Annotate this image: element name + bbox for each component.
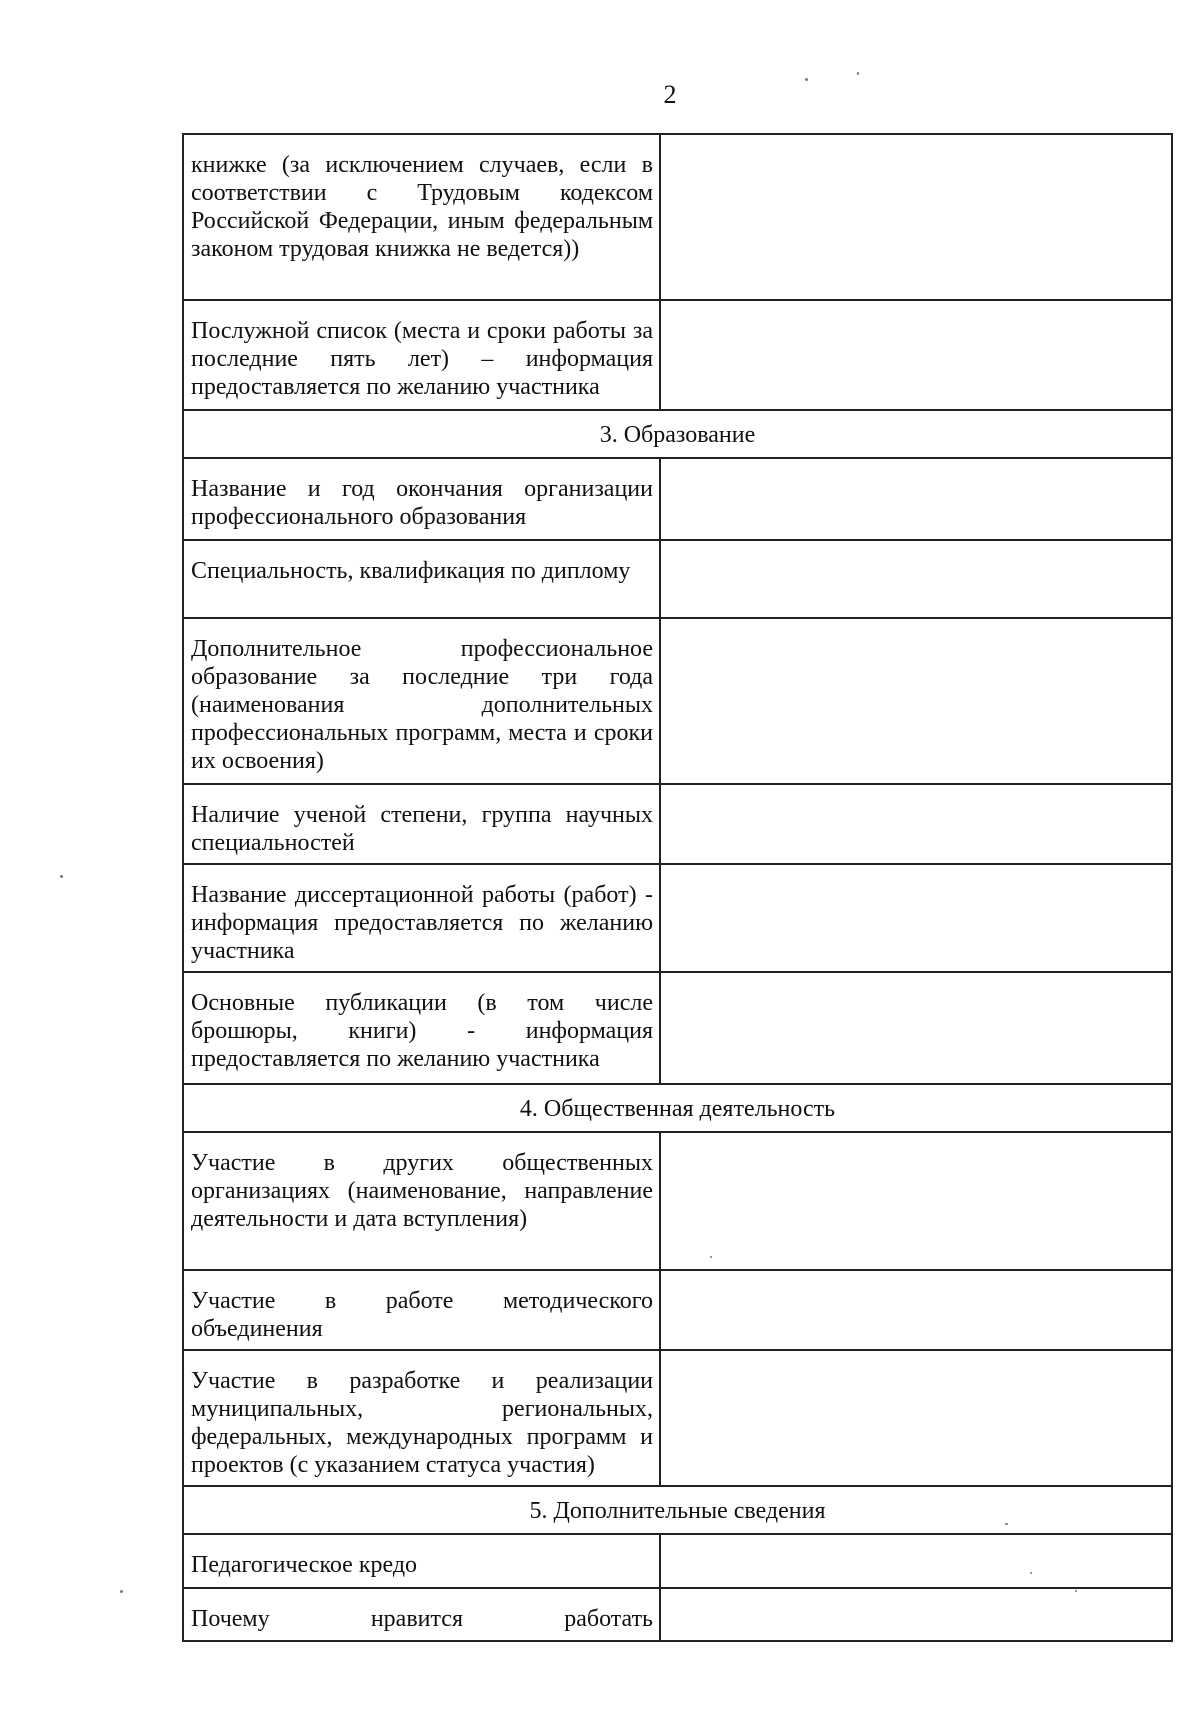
field-label-public-organizations: Участие в других общественных организациях (наименование, направление деятельности и дата вступления) [183, 1132, 660, 1270]
field-value-academic-degree[interactable] [660, 784, 1172, 864]
scan-speck [857, 72, 859, 75]
scan-speck [1075, 1590, 1077, 1592]
table-row [183, 1270, 1172, 1350]
field-label-service-record: Послужной список (места и сроки работы за последние пять лет) – информация предоставляется по желанию участника [183, 300, 660, 410]
scan-speck [1005, 1523, 1008, 1525]
field-value-pedagogical-credo[interactable] [660, 1534, 1172, 1588]
field-value-specialty[interactable] [660, 540, 1172, 618]
field-label-programs-participation: Участие в разработке и реализации муниципальных, региональных, федеральных, международных программ и проектов (с указанием статуса участия) [183, 1350, 660, 1486]
scan-speck [120, 1590, 123, 1593]
table-row [183, 1534, 1172, 1588]
table-row [183, 1132, 1172, 1270]
table-row [183, 864, 1172, 972]
scan-speck [805, 78, 808, 81]
table-row [183, 458, 1172, 540]
field-label-work-record-book: книжке (за исключением случаев, если в соответствии с Трудовым кодексом Российской Федерации, иным федеральным законом трудовая книжка не ведется)) [183, 134, 660, 300]
scan-speck [710, 1256, 712, 1258]
scan-speck [60, 875, 63, 878]
table-row [183, 134, 1172, 300]
field-value-methodical-association[interactable] [660, 1270, 1172, 1350]
table-row [183, 784, 1172, 864]
field-value-work-record-book[interactable] [660, 134, 1172, 300]
field-value-dissertation[interactable] [660, 864, 1172, 972]
section-header-row [183, 1084, 1172, 1132]
section-header-row [183, 1486, 1172, 1534]
section-title-education: 3. Образование [183, 410, 1172, 458]
field-label-why-like-work: Почему нравится работать [183, 1588, 660, 1641]
table-row [183, 1588, 1172, 1641]
table-row [183, 300, 1172, 410]
page-number: 2 [663, 80, 677, 109]
table-row [183, 618, 1172, 784]
field-value-publications[interactable] [660, 972, 1172, 1084]
section-title-additional-info: 5. Дополнительные сведения [183, 1486, 1172, 1534]
field-value-institution[interactable] [660, 458, 1172, 540]
field-label-publications: Основные публикации (в том числе брошюры, книги) - информация предоставляется по желанию участника [183, 972, 660, 1084]
questionnaire-table [182, 133, 1173, 1642]
section-header-row [183, 410, 1172, 458]
field-label-dissertation: Название диссертационной работы (работ) - информация предоставляется по желанию участника [183, 864, 660, 972]
table-row [183, 1350, 1172, 1486]
field-label-methodical-association: Участие в работе методического объединения [183, 1270, 660, 1350]
field-value-programs-participation[interactable] [660, 1350, 1172, 1486]
field-label-additional-education: Дополнительное профессиональное образование за последние три года (наименования дополнительных профессиональных программ, места и сроки их освоения) [183, 618, 660, 784]
field-label-specialty: Специальность, квалификация по диплому [183, 540, 660, 618]
section-title-public-activity: 4. Общественная деятельность [183, 1084, 1172, 1132]
field-value-service-record[interactable] [660, 300, 1172, 410]
table-row [183, 972, 1172, 1084]
field-value-additional-education[interactable] [660, 618, 1172, 784]
field-label-institution: Название и год окончания организации профессионального образования [183, 458, 660, 540]
field-value-why-like-work[interactable] [660, 1588, 1172, 1641]
field-label-academic-degree: Наличие ученой степени, группа научных специальностей [183, 784, 660, 864]
table-row [183, 540, 1172, 618]
scan-speck [1030, 1572, 1032, 1574]
field-label-pedagogical-credo: Педагогическое кредо [183, 1534, 660, 1588]
field-value-public-organizations[interactable] [660, 1132, 1172, 1270]
